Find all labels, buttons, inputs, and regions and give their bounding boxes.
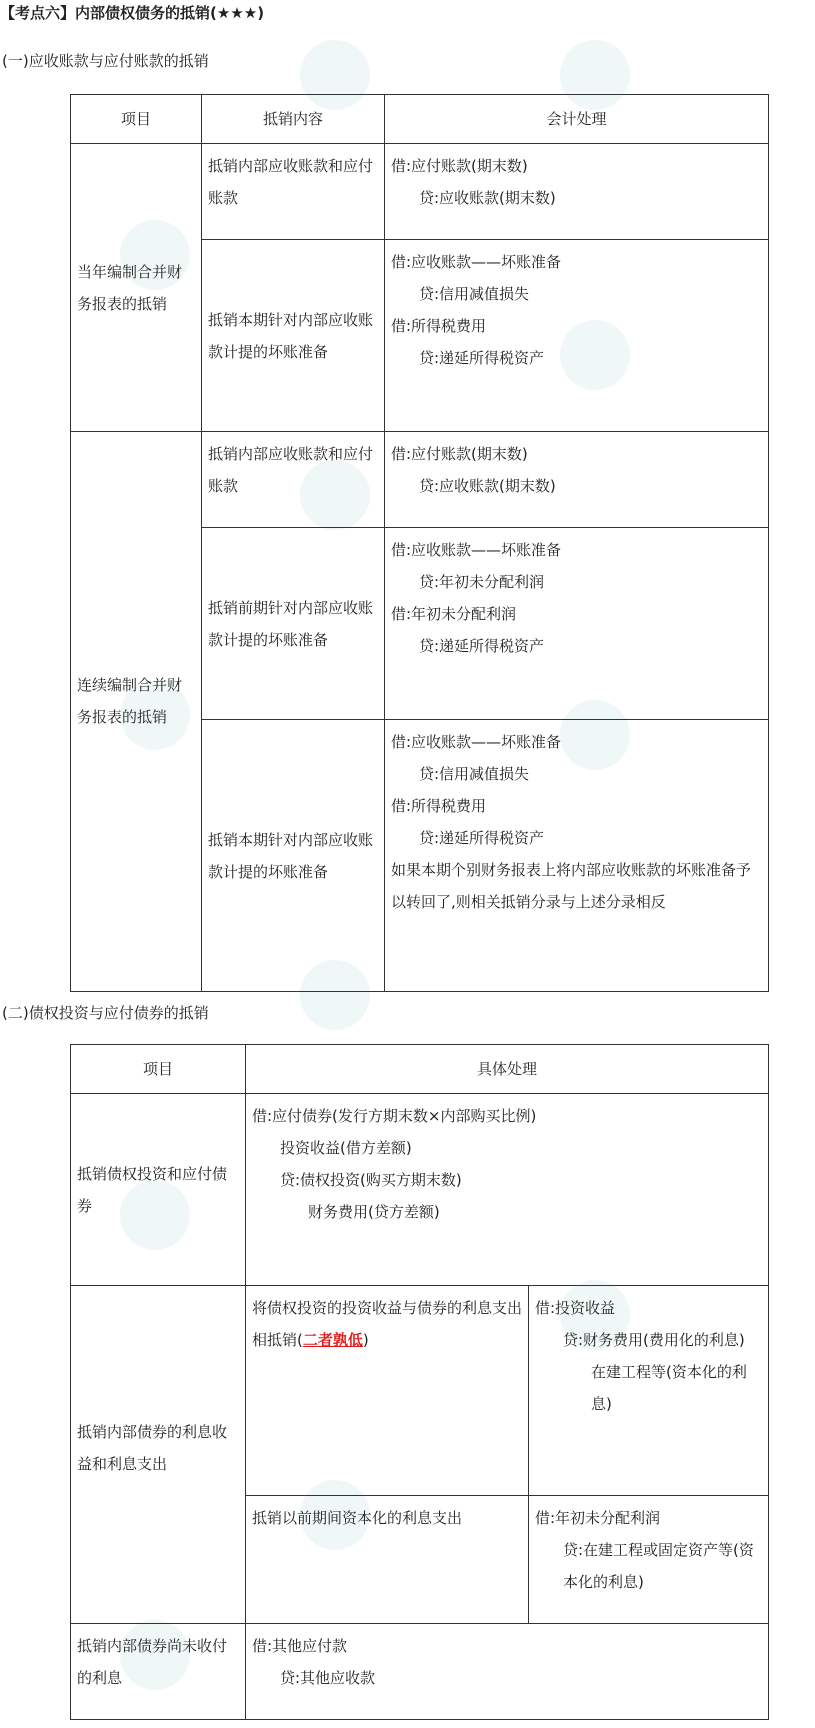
entry-line: 贷:年初未分配利润	[419, 573, 545, 591]
entry-line: 贷:信用减值损失	[419, 765, 530, 783]
header-accounting: 会计处理	[385, 95, 769, 144]
item-current-year: 当年编制合并财务报表的抵销	[71, 144, 202, 432]
entries-cell	[385, 720, 769, 992]
entry-line: 财务费用(贷方差额)	[308, 1203, 440, 1221]
content-cell	[246, 1286, 529, 1496]
entry-line: 借:应付账款(期末数)	[391, 445, 528, 463]
bonds-table	[70, 1044, 769, 1720]
entry-line: 借:其他应付款	[252, 1637, 348, 1655]
receivables-table	[70, 94, 769, 992]
entries-cell	[246, 1094, 769, 1286]
entries-cell	[246, 1624, 769, 1720]
reversal-note: 如果本期个别财务报表上将内部应收账款的坏账准备予以转回了,则相关抵销分录与上述分录相反	[391, 861, 752, 911]
item-offset-bonds: 抵销债权投资和应付债券	[71, 1094, 246, 1286]
entry-line: 借:应付账款(期末数)	[391, 157, 528, 175]
entry-line: 借:应收账款——坏账准备	[391, 541, 562, 559]
item-offset-interest: 抵销内部债券的利息收益和利息支出	[71, 1286, 246, 1624]
content-cell: 抵销本期针对内部应收账款计提的坏账准备	[202, 240, 385, 432]
content-text-pre: 将债权投资的投资收益与债券的利息支出相抵销(	[252, 1299, 523, 1349]
entry-line: 贷:递延所得税资产	[419, 829, 545, 847]
entry-line: 贷:在建工程或固定资产等(资本化的利息)	[563, 1541, 754, 1591]
content-cell: 抵销以前期间资本化的利息支出	[246, 1496, 529, 1624]
entry-line: 借:应付债券(发行方期末数×内部购买比例)	[252, 1107, 537, 1125]
entry-line: 在建工程等(资本化的利息)	[591, 1363, 747, 1413]
entry-line: 贷:债权投资(购买方期末数)	[280, 1171, 462, 1189]
content-text	[252, 1299, 522, 1349]
entry-line: 贷:应收账款(期末数)	[419, 189, 556, 207]
header-content: 抵销内容	[202, 95, 385, 144]
entries-cell	[529, 1496, 769, 1624]
content-cell: 抵销本期针对内部应收账款计提的坏账准备	[202, 720, 385, 992]
entry-line: 贷:财务费用(费用化的利息)	[563, 1331, 745, 1349]
content-cell	[202, 144, 385, 240]
page-title: 【考点六】内部债权债务的抵销(★★★)	[0, 4, 265, 22]
entry-line: 借:年初未分配利润	[535, 1509, 661, 1527]
entry-line: 贷:递延所得税资产	[419, 637, 545, 655]
header-item: 项目	[71, 95, 202, 144]
entries-cell	[529, 1286, 769, 1496]
content-cell: 抵销内部应收账款和应付账款	[202, 432, 385, 528]
item-consecutive-year: 连续编制合并财务报表的抵销	[71, 432, 202, 992]
entry-line: 贷:应收账款(期末数)	[419, 477, 556, 495]
entries-cell	[385, 144, 769, 240]
entries-cell	[385, 432, 769, 528]
header-item: 项目	[71, 1045, 246, 1094]
content-cell: 抵销前期针对内部应收账款计提的坏账准备	[202, 528, 385, 720]
item-unpaid-interest: 抵销内部债券尚未收付的利息	[71, 1624, 246, 1720]
entry-line: 借:应收账款——坏账准备	[391, 253, 562, 271]
entry-line: 贷:递延所得税资产	[419, 349, 545, 367]
entry-line: 借:所得税费用	[391, 317, 487, 335]
entry-line: 借:所得税费用	[391, 797, 487, 815]
entry-line: 借:年初未分配利润	[391, 605, 517, 623]
header-treatment: 具体处理	[246, 1045, 769, 1094]
entries-cell	[385, 528, 769, 720]
content-text: 抵销内部应收账款和应付账款	[208, 157, 374, 207]
section-heading-receivables: (一)应收账款与应付账款的抵销	[2, 52, 209, 70]
entry-line: 借:投资收益	[535, 1299, 616, 1317]
lower-of-two-highlight: 二者孰低	[302, 1331, 363, 1349]
entry-line: 贷:信用减值损失	[419, 285, 530, 303]
entry-line: 投资收益(借方差额)	[280, 1139, 412, 1157]
content-text-post: )	[362, 1331, 369, 1349]
entry-line: 贷:其他应收款	[280, 1669, 376, 1687]
entries-cell	[385, 240, 769, 432]
section-heading-bonds: (二)债权投资与应付债券的抵销	[2, 1004, 209, 1022]
entry-line: 借:应收账款——坏账准备	[391, 733, 562, 751]
